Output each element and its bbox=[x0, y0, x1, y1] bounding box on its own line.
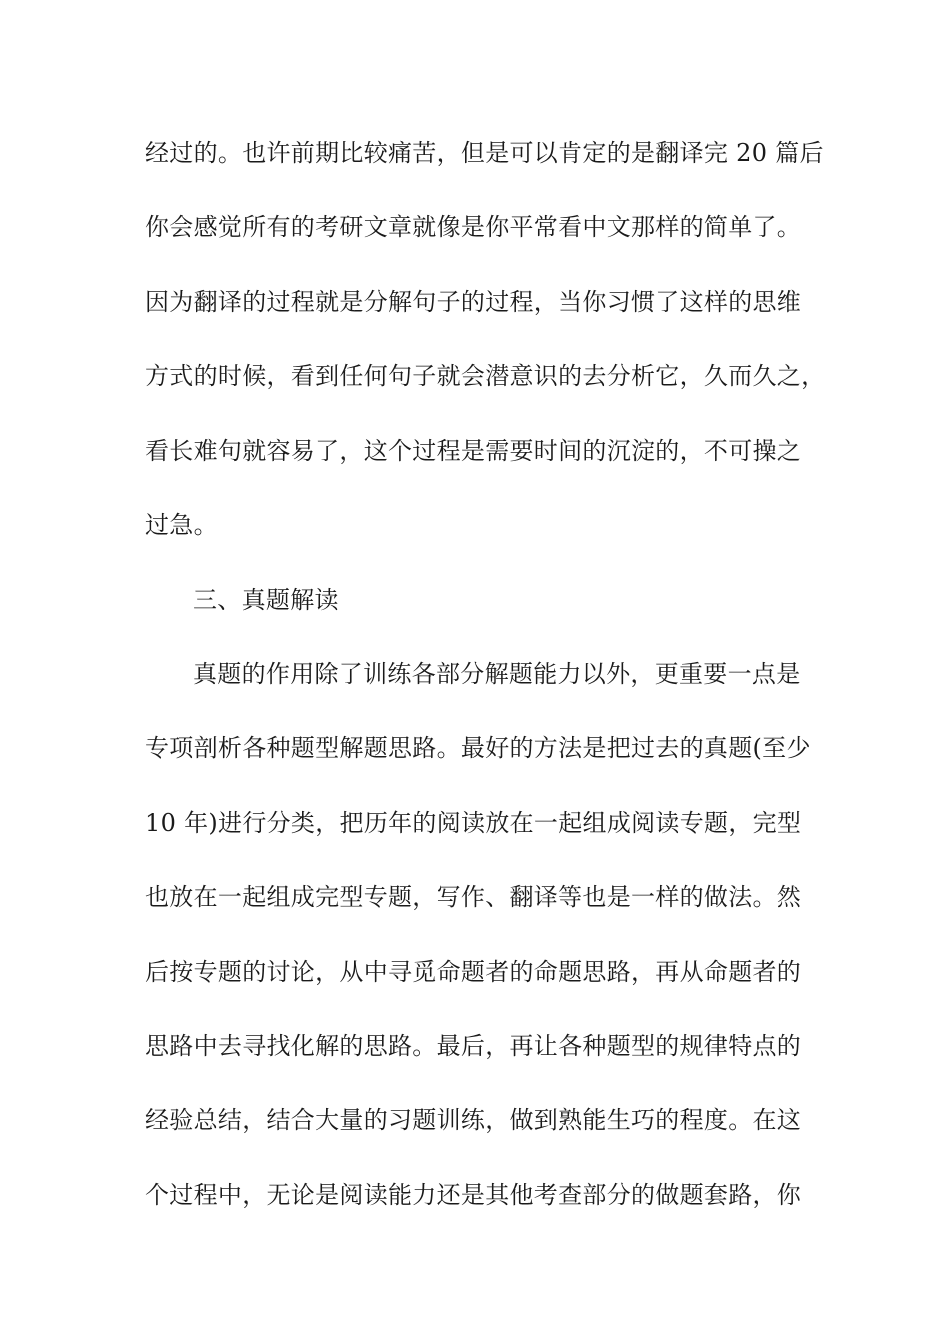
text-line: 后按专题的讨论，从中寻觅命题者的命题思路，再从命题者的 bbox=[145, 958, 802, 986]
text-line: 你会感觉所有的考研文章就像是你平常看中文那样的简单了。 bbox=[145, 213, 802, 241]
text-line: 10 年)进行分类，把历年的阅读放在一起组成阅读专题，完型 bbox=[145, 809, 802, 837]
text-line: 个过程中，无论是阅读能力还是其他考查部分的做题套路，你 bbox=[145, 1181, 802, 1209]
text-line: 过急。 bbox=[145, 511, 218, 539]
text-line: 也放在一起组成完型专题，写作、翻译等也是一样的做法。然 bbox=[145, 883, 802, 911]
text-line: 方式的时候，看到任何句子就会潜意识的去分析它，久而久之， bbox=[145, 362, 826, 390]
text-line: 看长难句就容易了，这个过程是需要时间的沉淀的，不可操之 bbox=[145, 437, 802, 465]
paragraph-first-line: 真题的作用除了训练各部分解题能力以外，更重要一点是 bbox=[193, 660, 801, 688]
text-line: 专项剖析各种题型解题思路。最好的方法是把过去的真题(至少 bbox=[145, 734, 811, 762]
text-line: 因为翻译的过程就是分解句子的过程，当你习惯了这样的思维 bbox=[145, 288, 802, 316]
text-line: 经过的。也许前期比较痛苦，但是可以肯定的是翻译完 20 篇后 bbox=[145, 139, 824, 167]
text-line: 思路中去寻找化解的思路。最后，再让各种题型的规律特点的 bbox=[145, 1032, 802, 1060]
section-heading: 三、真题解读 bbox=[193, 586, 339, 614]
text-line: 经验总结，结合大量的习题训练，做到熟能生巧的程度。在这 bbox=[145, 1106, 802, 1134]
